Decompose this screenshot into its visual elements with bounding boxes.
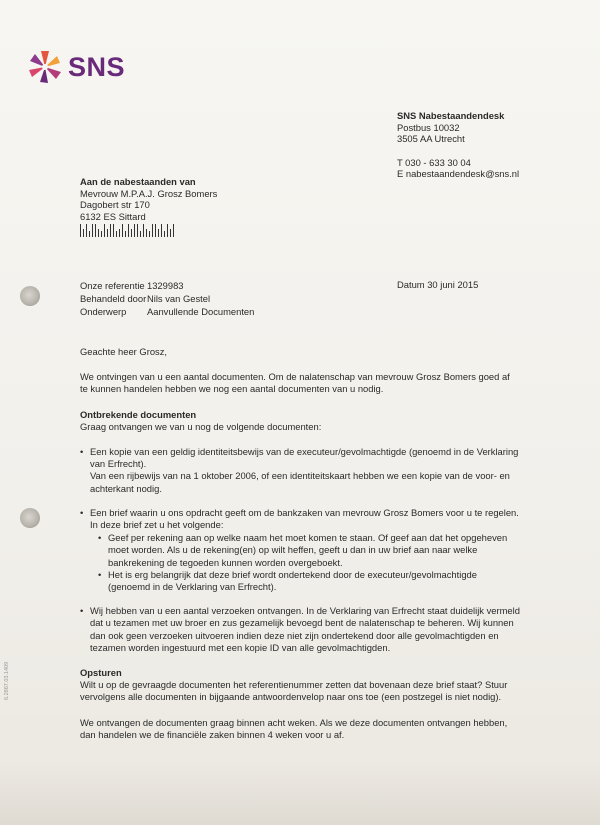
barcode-bar [137, 224, 138, 237]
barcode-bar [170, 229, 171, 237]
side-code: 6.2867.03.1409 [4, 661, 10, 700]
logo-text: SNS [68, 51, 126, 82]
reference-block [80, 279, 254, 319]
barcode-bar [113, 224, 114, 237]
recipient-city: 6132 ES Sittard [80, 210, 146, 222]
item-id-copy-note: Van een rijbewijs van na 1 oktober 2006, of een identiteitskaart hebben we een kopie van de voor- en achterkant nodig. [90, 470, 510, 494]
barcode-bar [134, 224, 135, 237]
sender-phone: T 030 - 633 30 04 [397, 156, 471, 168]
barcode-bar [140, 231, 141, 237]
sender-postbus: Postbus 10032 [397, 121, 460, 133]
intro-paragraph: We ontvingen van u een aantal documenten. Om de nalatenschap van mevrouw Grosz Bomers goed af te kunnen handelen hebben we nog een aantal documenten van u nodig. [80, 371, 510, 395]
document-list [80, 446, 520, 654]
barcode-bar [98, 229, 99, 237]
barcode-bar [89, 231, 90, 237]
send-paragraph: Wilt u op de gevraagde documenten het referentienummer zetten dat bovenaan deze brief staat? Stuur vervolgens alle documenten in bijgaande antwoordenvelop naar ons toe (een postzegel is niet nodig). [80, 679, 508, 703]
recipient-street: Dagobert str 170 [80, 199, 150, 210]
page-edge-shadow [0, 760, 600, 825]
subject-value: Aanvullende Documenten [147, 306, 255, 318]
send-heading: Opsturen [80, 667, 122, 679]
sender-email: E nabestaandendesk@sns.nl [397, 168, 520, 179]
barcode-bar [119, 229, 120, 237]
sub-list-item: • Geef per rekening aan op welke naam het moet komen te staan. Of geef aan dat het opgeheven moet worden. Als u de rekening(en) op wilt heffen, geeft u dan in uw brief aan naar welke bankrekening de tegoeden kunnen worden overgeboekt. [90, 532, 520, 569]
barcode-bar [128, 224, 129, 237]
sender-city: 3505 AA Utrecht [397, 133, 465, 144]
sender-address [397, 110, 519, 180]
sub-list [90, 532, 520, 593]
item-instruction-letter: • Een brief waarin u ons opdracht geeft om de bankzaken van mevrouw Grosz Bomers voor u te regelen. In deze brief zet u het volgende: [90, 506, 519, 531]
barcode-bar [146, 229, 147, 237]
barcode-bar [164, 231, 165, 237]
list-item [80, 507, 520, 593]
barcode-bar [167, 224, 168, 237]
barcode-bar [131, 229, 132, 237]
item-requests: • Wij hebben van u een aantal verzoeken ontvangen. In de Verklaring van Erfrecht staat duidelijk vermeld dat u tezamen met uw broer en zus gezamelijk bevoegd bent de nalatenschap te beheren. Wij kunnen dan ook geen verzoeken uitvoeren indien deze niet zijn ondertekend door alle gevolmachtigden en tezamen worden ingestuurd met een kopie ID van alle gevolmachtigden. [90, 605, 520, 653]
barcode-bar [149, 231, 150, 237]
item-id-copy: • Een kopie van een geldig identiteitsbewijs van de executeur/gevolmachtigde (genoemd in de Verklaring van Erfrecht). [90, 446, 519, 470]
list-item [80, 605, 520, 654]
barcode-bar [155, 224, 156, 237]
barcode-bar [80, 224, 81, 237]
barcode-bar [158, 229, 159, 237]
barcode-bar [101, 231, 102, 237]
missing-documents-heading: Ontbrekende documenten [80, 408, 197, 420]
barcode-bar [92, 224, 93, 237]
barcode-bar [116, 231, 117, 237]
barcode-bar [83, 229, 84, 237]
barcode-bar [161, 224, 162, 237]
punch-hole [20, 508, 40, 528]
barcode-bar [122, 224, 123, 237]
reference-label: Onze referentie [80, 280, 145, 291]
sns-logo [26, 48, 125, 86]
sub-list-item: • Het is erg belangrijk dat deze brief wordt ondertekend door de executeur/gevolmachtigde (genoemd in de Verklaring van Erfrecht). [90, 569, 520, 593]
barcode-bar [143, 224, 144, 237]
letter-body [80, 346, 520, 741]
handled-by-label: Behandeld door [80, 293, 147, 305]
barcode-bar [107, 229, 108, 237]
letter-date: Datum 30 juni 2015 [397, 279, 479, 290]
postal-barcode [80, 224, 217, 237]
recipient-heading: Aan de nabestaanden van [80, 176, 196, 187]
recipient-name: Mevrouw M.P.A.J. Grosz Bomers [80, 187, 218, 199]
barcode-bar [125, 231, 126, 237]
barcode-bar [152, 224, 153, 237]
missing-documents-intro: Graag ontvangen we van u nog de volgende documenten: [80, 420, 322, 432]
sender-name: SNS Nabestaandendesk [397, 110, 505, 121]
handled-by-value: Nils van Gestel [147, 293, 211, 305]
barcode-bar [86, 224, 87, 237]
punch-hole [20, 286, 40, 306]
barcode-bar [104, 224, 105, 237]
sns-star-logo-icon [26, 48, 64, 86]
reference-value: 1329983 [147, 280, 184, 291]
closing-paragraph: We ontvangen de documenten graag binnen acht weken. Als we deze documenten ontvangen hebben, dan handelen we de financiële zaken binnen 4 weken voor u af. [80, 716, 508, 740]
barcode-bar [110, 224, 111, 237]
recipient-address [80, 176, 217, 237]
subject-label: Onderwerp [80, 306, 127, 318]
list-item [80, 446, 520, 495]
barcode-bar [173, 224, 174, 237]
salutation: Geachte heer Grosz, [80, 346, 168, 357]
barcode-bar [95, 224, 96, 237]
